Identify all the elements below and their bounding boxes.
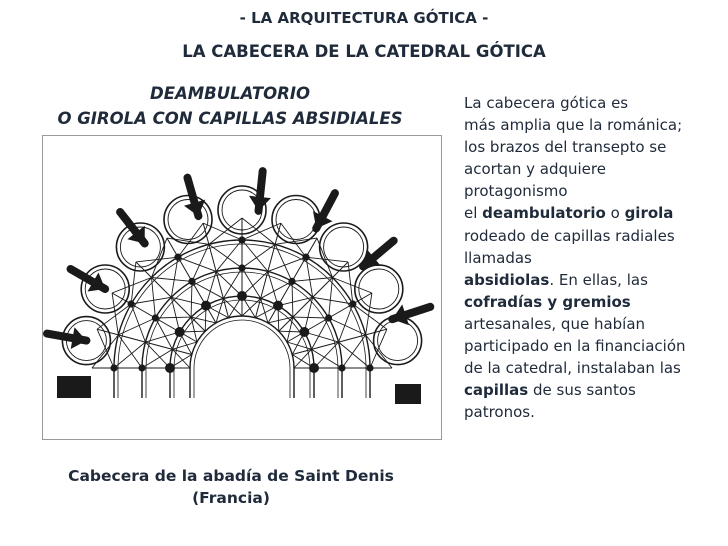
pillar [201,301,211,311]
rib-line [313,277,333,297]
pillar [309,363,319,373]
description-segment: o [605,204,625,223]
description-line [464,202,726,224]
figure-caption-line-2: (Francia) [192,489,270,507]
pillar [299,327,309,337]
description-line [464,313,726,335]
figure-heading-line-2: O GIROLA CON CAPILLAS ABSIDIALES [57,109,403,128]
description-highlight: absidiolas [464,270,550,289]
description-line [464,225,726,247]
pillar [238,264,245,271]
rib-diagonal [191,317,197,342]
wall-block-left [57,376,91,398]
description-line [464,180,726,202]
wall-block-right [395,384,421,404]
rib-diagonal [151,277,192,281]
description-line [464,247,726,269]
figure-caption-line-1: Cabecera de la abadía de Saint Denis [68,467,394,485]
pillar [188,278,195,285]
rib-line [178,257,192,281]
description-highlight: deambulatorio [482,204,606,223]
rib-diagonal [171,297,179,332]
pillar [273,301,283,311]
pillar [174,254,181,261]
pillar [349,300,356,307]
pillar [152,314,159,321]
rib-diagonal [278,297,313,305]
description-segment: llamadas [464,248,532,267]
description-segment: rodeado de capillas radiales [464,226,675,245]
description-line [464,158,726,180]
rib-line [151,277,171,297]
rib-line [292,257,306,281]
rib-line [293,297,313,317]
pillar [288,278,295,285]
description-segment: los brazos del transepto se [464,138,667,157]
chapel-apse [164,196,212,244]
description-line [464,114,726,136]
description-segment: acortan y adquiere [464,160,606,179]
chapel-apse-inner [359,269,399,309]
pillar [138,364,145,371]
pillar [165,363,175,373]
description-line [464,269,726,291]
chapel-apse [374,317,422,365]
rib-diagonal [333,277,372,293]
rib-diagonal [112,277,151,293]
rib-diagonal [304,297,312,332]
description-segment: el [464,204,483,223]
floor-plan-figure [42,135,442,440]
rib-diagonal [191,317,216,323]
description-line [464,136,726,158]
rib-line [131,304,155,318]
description-segment: La cabecera gótica es [464,94,629,112]
chapel-apse [272,196,320,244]
description-segment: de la catedral, instalaban las [464,359,681,378]
ambulatory-ring-inner [194,320,290,398]
apse-floor-plan-drawing [43,136,441,439]
pillar [175,327,185,337]
rib-diagonal [292,277,333,281]
rib-diagonal [329,277,333,318]
description-segment: patronos. [464,403,535,422]
description-line [464,357,726,379]
pillar [110,364,117,371]
top-title: - LA ARQUITECTURA GÓTICA - [239,9,489,27]
pillar [338,364,345,371]
description-text [464,92,726,423]
pillar [302,254,309,261]
figure-heading-line-1: DEAMBULATORIO [150,84,310,103]
description-segment: artesanales, que habían [464,314,646,333]
description-line [464,335,726,357]
arrow-head [71,327,87,349]
rib-diagonal [317,238,333,277]
rib-line [329,304,353,318]
arrow-head [249,196,271,211]
description-segment: de sus santos [528,381,636,400]
rib-diagonal [171,297,206,305]
description-line [464,401,726,423]
description-segment: más amplia que la románica; [464,116,683,135]
rib-diagonal [268,317,293,323]
pillar [366,364,373,371]
description-highlight: capillas [464,381,529,400]
description-highlight: girola [624,204,674,223]
description-line [464,92,726,114]
pillar [325,314,332,321]
description-segment: . En ellas, las [549,270,648,289]
description-line [464,291,726,313]
description-segment: participado en la financiación [464,337,686,356]
rib-line [171,297,191,317]
rib-diagonal [287,317,293,342]
rib-diagonal [151,238,167,277]
description-highlight: cofradías y gremios [464,292,631,311]
description-line [464,379,726,401]
page-title: LA CABECERA DE LA CATEDRAL GÓTICA [182,42,546,61]
chapel-apse-inner [276,200,316,240]
pillar [237,291,247,301]
description-segment: protagonismo [464,182,568,201]
rib-diagonal [151,277,155,318]
pillar [238,236,245,243]
pillar [128,300,135,307]
